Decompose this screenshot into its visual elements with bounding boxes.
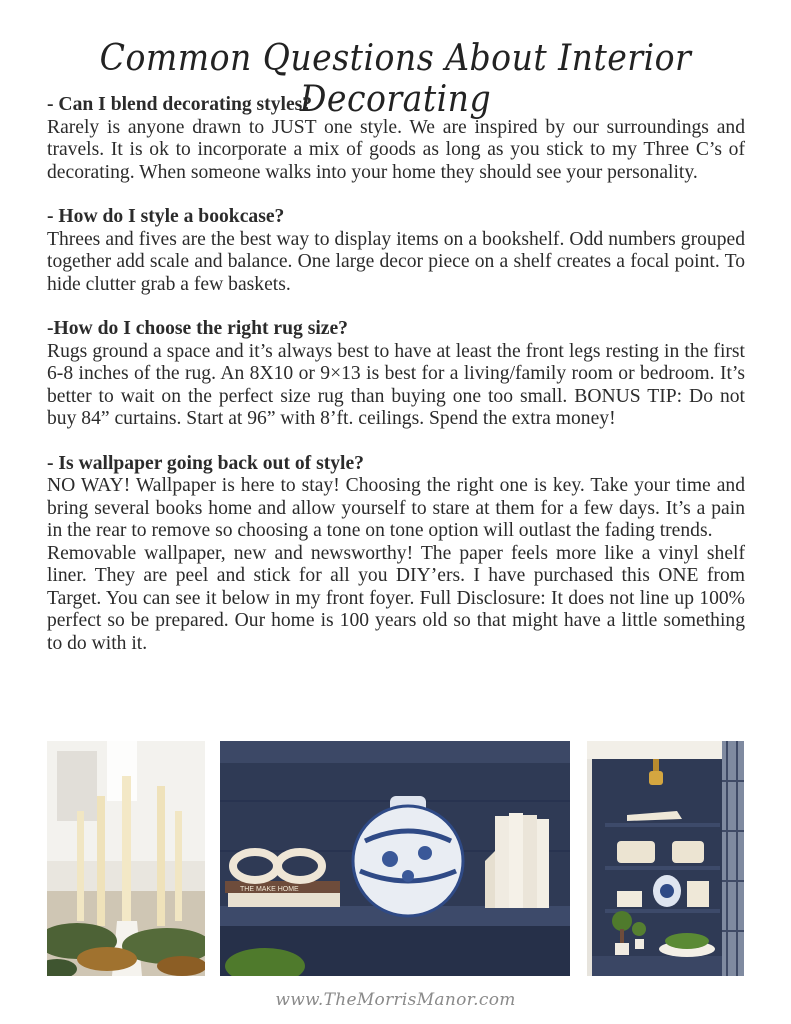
faq-rug-size (47, 318, 745, 431)
question-heading: - Can I blend decorating styles? (47, 94, 313, 115)
answer-paragraph: NO WAY! Wallpaper is here to stay! Choosing the right one is key. Take your time and bring several books home and allow yourself to stare at them for a few days. It’s a pain in the rear to remove so choosing a tone on tone option will outlast the fading trends. (47, 475, 745, 541)
question-heading: - How do I style a bookcase? (47, 206, 285, 227)
article-body (47, 94, 745, 655)
candles-magnolia-photo (47, 741, 205, 976)
bookshelf-ginger-jar-photo (220, 741, 570, 976)
book-spine-text: THE MAKE HOME (240, 886, 299, 893)
wallpaper-foyer-shelves-photo (587, 741, 744, 976)
answer-paragraph: Threes and fives are the best way to display items on a bookshelf. Odd numbers grouped together add scale and balance. One large decor piece on a shelf creates a focal point. To hide clutter grab a few baskets. (47, 228, 745, 295)
faq-blend-styles (47, 94, 745, 184)
answer-paragraph: Rugs ground a space and it’s always best to have at least the front legs resting in the first 6-8 inches of the rug. An 8X10 or 9×13 is best for a living/family room or bedroom. It’s better to wait on the perfect size rug than buying one too small. BONUS TIP: Do not buy 84” curtains. Start at 96” with 8’ft. ceilings. Spend the extra money! (47, 340, 745, 429)
answer-paragraph: Rarely is anyone drawn to JUST one style. We are inspired by our surroundings and travels. It is ok to incorporate a mix of goods as long as you stick to my Three C’s of decorating. When someone walks into your home they should see your personality. (47, 116, 745, 183)
faq-wallpaper (47, 453, 745, 656)
faq-bookcase (47, 206, 745, 296)
answer-paragraph: Removable wallpaper, new and newsworthy! The paper feels more like a vinyl shelf liner. They are peel and stick for all you DIY’ers. I have purchased this ONE from Target. You can see it below in my front foyer. Full Disclosure: It does not line up 100% perfect so be prepared. Our home is 100 years old so that might have a little something to do with it. (47, 542, 745, 654)
page-title: Common Questions About Interior Decorating (99, 38, 692, 120)
question-heading: - Is wallpaper going back out of style? (47, 452, 364, 474)
footer-website: www.TheMorrisManor.com (275, 990, 516, 1010)
question-heading: -How do I choose the right rug size? (47, 318, 348, 339)
